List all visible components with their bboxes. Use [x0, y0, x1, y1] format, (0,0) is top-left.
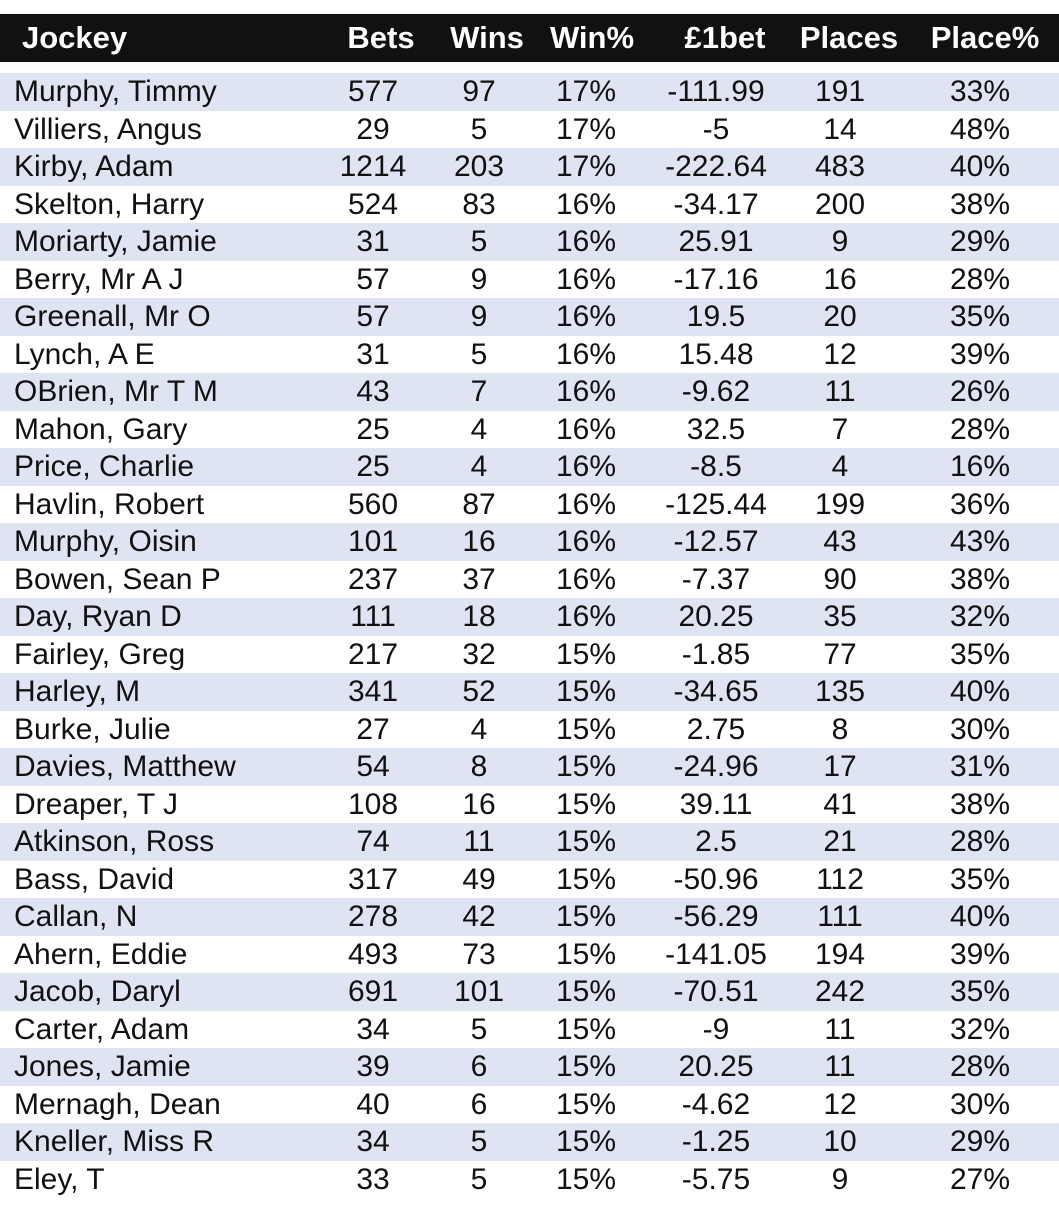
table-row: [0, 598, 1059, 636]
cell-one-pound-bet: 39.11: [679, 787, 753, 821]
cell-bets: 34: [356, 1012, 390, 1046]
cell-bets: 560: [347, 487, 399, 521]
cell-one-pound-bet: -34.17: [673, 187, 759, 221]
table-row: [0, 373, 1059, 411]
cell-win-percent: 16%: [555, 562, 617, 596]
cell-win-percent: 17%: [555, 112, 617, 146]
header-bets: Bets: [347, 20, 415, 55]
cell-jockey: Fairley, Greg: [14, 637, 186, 671]
header-place-percent: Place%: [930, 20, 1040, 55]
cell-win-percent: 17%: [555, 75, 617, 108]
cell-places: 21: [823, 825, 857, 858]
cell-bets: 33: [356, 1162, 390, 1196]
cell-one-pound-bet: -34.65: [673, 675, 759, 708]
cell-wins: 101: [453, 975, 505, 1008]
cell-one-pound-bet: -12.57: [673, 525, 759, 558]
table-row: [0, 711, 1059, 749]
cell-place-percent: 40%: [949, 900, 1011, 933]
cell-places: 9: [831, 225, 849, 258]
cell-place-percent: 48%: [949, 112, 1011, 146]
cell-jockey: Dreaper, T J: [14, 787, 178, 821]
cell-bets: 29: [356, 112, 390, 146]
cell-one-pound-bet: 20.25: [678, 600, 754, 633]
cell-wins: 6: [470, 1087, 488, 1121]
cell-jockey: Lynch, A E: [14, 337, 155, 371]
cell-one-pound-bet: -141.05: [665, 937, 767, 971]
table-row: [0, 523, 1059, 561]
cell-bets: 54: [356, 750, 390, 783]
cell-one-pound-bet: -111.99: [667, 75, 765, 108]
cell-bets: 577: [347, 75, 399, 108]
table-row: [0, 223, 1059, 261]
cell-jockey: Price, Charlie: [14, 450, 195, 483]
cell-bets: 43: [356, 375, 390, 408]
cell-wins: 5: [470, 112, 488, 146]
cell-jockey: Moriarty, Jamie: [14, 225, 217, 258]
cell-win-percent: 16%: [555, 375, 617, 408]
cell-wins: 4: [470, 412, 488, 446]
cell-one-pound-bet: -50.96: [673, 862, 759, 896]
cell-wins: 8: [470, 750, 488, 783]
table-row: [0, 111, 1059, 149]
cell-bets: 341: [347, 675, 399, 708]
cell-wins: 83: [462, 187, 496, 221]
cell-jockey: Davies, Matthew: [14, 750, 236, 783]
cell-wins: 203: [453, 150, 505, 183]
cell-win-percent: 15%: [555, 1087, 617, 1121]
cell-one-pound-bet: -5: [702, 112, 730, 146]
table-row: [0, 823, 1059, 861]
table-row: [0, 73, 1059, 111]
cell-place-percent: 36%: [949, 487, 1011, 521]
cell-bets: 278: [347, 900, 399, 933]
cell-place-percent: 32%: [949, 1012, 1011, 1046]
table-row: [0, 1161, 1059, 1199]
cell-places: 16: [823, 262, 857, 296]
cell-win-percent: 16%: [555, 600, 617, 633]
cell-wins: 73: [462, 937, 496, 971]
cell-bets: 27: [356, 712, 390, 746]
cell-wins: 32: [462, 637, 496, 671]
cell-wins: 16: [462, 787, 496, 821]
table-row: [0, 1086, 1059, 1124]
cell-win-percent: 16%: [555, 187, 617, 221]
cell-one-pound-bet: -125.44: [665, 487, 767, 521]
cell-wins: 4: [470, 450, 488, 483]
cell-one-pound-bet: 20.25: [678, 1050, 754, 1083]
cell-places: 11: [824, 375, 856, 408]
cell-places: 8: [831, 712, 849, 746]
cell-jockey: Greenall, Mr O: [14, 300, 211, 333]
cell-win-percent: 15%: [555, 1162, 617, 1196]
cell-jockey: Berry, Mr A J: [14, 262, 184, 296]
cell-bets: 25: [356, 412, 390, 446]
cell-bets: 111: [350, 600, 396, 633]
cell-bets: 39: [356, 1050, 390, 1083]
cell-jockey: Havlin, Robert: [14, 487, 205, 521]
cell-one-pound-bet: -9.62: [681, 375, 751, 408]
header-one-pound-bet: £1bet: [684, 20, 766, 55]
cell-place-percent: 26%: [949, 375, 1011, 408]
cell-place-percent: 40%: [949, 150, 1011, 183]
cell-one-pound-bet: -222.64: [665, 150, 767, 183]
header-jockey: Jockey: [22, 20, 128, 55]
cell-jockey: Ahern, Eddie: [14, 937, 188, 971]
cell-place-percent: 38%: [949, 187, 1011, 221]
cell-jockey: Burke, Julie: [14, 712, 171, 746]
cell-jockey: Skelton, Harry: [14, 187, 205, 221]
cell-place-percent: 32%: [949, 600, 1011, 633]
cell-place-percent: 28%: [949, 1050, 1011, 1083]
cell-one-pound-bet: -7.37: [681, 562, 751, 596]
jockey-stats-table: [0, 14, 1059, 1198]
cell-places: 4: [831, 450, 849, 483]
cell-places: 483: [814, 150, 866, 183]
table-row: [0, 261, 1059, 299]
cell-wins: 5: [470, 1012, 488, 1046]
cell-places: 43: [823, 525, 857, 558]
cell-win-percent: 16%: [555, 412, 617, 446]
cell-place-percent: 39%: [949, 937, 1011, 971]
cell-place-percent: 40%: [949, 675, 1011, 708]
cell-jockey: Murphy, Timmy: [14, 75, 217, 108]
cell-wins: 52: [462, 675, 496, 708]
cell-bets: 108: [347, 787, 399, 821]
cell-wins: 9: [470, 262, 488, 296]
table-row: [0, 336, 1059, 374]
cell-places: 199: [814, 487, 866, 521]
cell-places: 191: [814, 75, 866, 108]
cell-jockey: OBrien, Mr T M: [14, 375, 218, 408]
cell-one-pound-bet: -5.75: [681, 1162, 751, 1196]
cell-places: 111: [817, 900, 863, 933]
cell-jockey: Harley, M: [14, 675, 141, 708]
cell-place-percent: 30%: [949, 1087, 1011, 1121]
header-gap: [0, 62, 1059, 73]
header-wins: Wins: [450, 20, 524, 55]
table-row: [0, 636, 1059, 674]
cell-win-percent: 16%: [555, 300, 617, 333]
table-row: [0, 786, 1059, 824]
cell-place-percent: 16%: [949, 450, 1011, 483]
cell-win-percent: 16%: [555, 262, 617, 296]
table-row: [0, 561, 1059, 599]
cell-win-percent: 16%: [555, 450, 617, 483]
cell-places: 90: [823, 562, 857, 596]
cell-jockey: Bass, David: [14, 862, 175, 896]
cell-one-pound-bet: -56.29: [673, 900, 759, 933]
table-header: [0, 14, 1059, 62]
cell-jockey: Mernagh, Dean: [14, 1087, 221, 1121]
cell-bets: 317: [347, 862, 399, 896]
cell-one-pound-bet: -70.51: [673, 975, 759, 1008]
cell-bets: 57: [356, 262, 390, 296]
cell-win-percent: 15%: [555, 1125, 617, 1158]
cell-bets: 74: [356, 825, 390, 858]
cell-place-percent: 33%: [949, 75, 1011, 108]
table-row: [0, 673, 1059, 711]
cell-bets: 691: [347, 975, 399, 1008]
cell-wins: 42: [462, 900, 496, 933]
table-row: [0, 486, 1059, 524]
cell-places: 11: [824, 1012, 856, 1046]
cell-one-pound-bet: -9: [702, 1012, 730, 1046]
table-row: [0, 148, 1059, 186]
cell-wins: 9: [470, 300, 488, 333]
cell-places: 14: [823, 112, 857, 146]
cell-one-pound-bet: -17.16: [673, 262, 759, 296]
cell-place-percent: 43%: [949, 525, 1011, 558]
table-row: [0, 411, 1059, 449]
cell-jockey: Atkinson, Ross: [14, 825, 215, 858]
cell-bets: 40: [356, 1087, 390, 1121]
cell-win-percent: 16%: [555, 337, 617, 371]
cell-one-pound-bet: -1.25: [681, 1125, 751, 1158]
cell-bets: 217: [347, 637, 399, 671]
cell-win-percent: 15%: [555, 675, 617, 708]
cell-places: 41: [823, 787, 857, 821]
cell-place-percent: 35%: [949, 637, 1011, 671]
cell-place-percent: 28%: [949, 262, 1011, 296]
cell-places: 77: [823, 637, 857, 671]
cell-win-percent: 15%: [555, 712, 617, 746]
cell-places: 112: [816, 862, 864, 896]
cell-place-percent: 38%: [949, 787, 1011, 821]
table-row: [0, 973, 1059, 1011]
cell-wins: 97: [462, 75, 496, 108]
table-row: [0, 1123, 1059, 1161]
cell-win-percent: 15%: [555, 825, 617, 858]
cell-wins: 87: [462, 487, 496, 521]
cell-one-pound-bet: 32.5: [686, 412, 746, 446]
cell-win-percent: 15%: [555, 1012, 617, 1046]
table-row: [0, 936, 1059, 974]
header-win-percent: Win%: [549, 20, 635, 55]
cell-jockey: Eley, T: [14, 1162, 105, 1196]
table-row: [0, 748, 1059, 786]
cell-place-percent: 35%: [949, 300, 1011, 333]
cell-one-pound-bet: 2.5: [695, 825, 737, 858]
cell-bets: 31: [356, 337, 390, 371]
cell-place-percent: 39%: [949, 337, 1011, 371]
cell-jockey: Day, Ryan D: [14, 600, 182, 633]
cell-wins: 5: [470, 1125, 488, 1158]
cell-bets: 34: [356, 1125, 390, 1158]
cell-bets: 101: [347, 525, 399, 558]
cell-places: 135: [814, 675, 866, 708]
cell-wins: 6: [470, 1050, 488, 1083]
cell-jockey: Callan, N: [14, 900, 138, 933]
cell-wins: 7: [470, 375, 488, 408]
cell-place-percent: 29%: [949, 225, 1011, 258]
cell-win-percent: 15%: [555, 637, 617, 671]
cell-one-pound-bet: 19.5: [686, 300, 746, 333]
cell-jockey: Murphy, Oisin: [14, 525, 197, 558]
cell-places: 200: [814, 187, 866, 221]
cell-place-percent: 28%: [949, 412, 1011, 446]
cell-bets: 31: [356, 225, 390, 258]
cell-places: 11: [824, 1050, 856, 1083]
table-row: [0, 448, 1059, 486]
cell-place-percent: 27%: [949, 1162, 1011, 1196]
cell-win-percent: 15%: [555, 937, 617, 971]
cell-places: 10: [823, 1125, 857, 1158]
table-body: [0, 73, 1059, 1198]
cell-wins: 5: [470, 1162, 488, 1196]
cell-jockey: Kneller, Miss R: [14, 1125, 215, 1158]
cell-place-percent: 31%: [949, 750, 1011, 783]
cell-jockey: Carter, Adam: [14, 1012, 190, 1046]
cell-jockey: Kirby, Adam: [14, 150, 174, 183]
cell-wins: 5: [470, 225, 488, 258]
cell-jockey: Villiers, Angus: [14, 112, 202, 146]
cell-wins: 18: [462, 600, 496, 633]
cell-one-pound-bet: -8.5: [690, 450, 742, 483]
cell-places: 194: [814, 937, 866, 971]
cell-places: 17: [823, 750, 857, 783]
cell-win-percent: 15%: [555, 787, 617, 821]
cell-place-percent: 30%: [949, 712, 1011, 746]
cell-win-percent: 17%: [555, 150, 617, 183]
cell-win-percent: 15%: [555, 1050, 617, 1083]
cell-one-pound-bet: -24.96: [673, 750, 759, 783]
cell-place-percent: 38%: [949, 562, 1011, 596]
cell-places: 12: [823, 1087, 857, 1121]
cell-places: 35: [823, 600, 857, 633]
cell-jockey: Jacob, Daryl: [14, 975, 181, 1008]
cell-wins: 11: [463, 825, 495, 858]
cell-wins: 37: [462, 562, 496, 596]
cell-bets: 237: [347, 562, 399, 596]
cell-place-percent: 35%: [949, 975, 1011, 1008]
table-row: [0, 298, 1059, 336]
cell-win-percent: 15%: [555, 750, 617, 783]
cell-bets: 1214: [339, 150, 407, 183]
cell-place-percent: 29%: [949, 1125, 1011, 1158]
cell-places: 7: [831, 412, 849, 446]
table-row: [0, 1011, 1059, 1049]
cell-win-percent: 15%: [555, 862, 617, 896]
cell-bets: 524: [347, 187, 399, 221]
cell-place-percent: 28%: [949, 825, 1011, 858]
cell-one-pound-bet: 25.91: [678, 225, 754, 258]
table-row: [0, 186, 1059, 224]
cell-one-pound-bet: 2.75: [686, 712, 746, 746]
cell-one-pound-bet: -1.85: [681, 637, 751, 671]
cell-bets: 57: [356, 300, 390, 333]
cell-win-percent: 16%: [555, 225, 617, 258]
cell-win-percent: 15%: [555, 900, 617, 933]
cell-wins: 5: [470, 337, 488, 371]
cell-bets: 25: [356, 450, 390, 483]
cell-one-pound-bet: -4.62: [681, 1087, 751, 1121]
cell-win-percent: 15%: [555, 975, 617, 1008]
cell-one-pound-bet: 15.48: [678, 337, 754, 371]
cell-jockey: Bowen, Sean P: [14, 562, 221, 596]
cell-places: 242: [814, 975, 866, 1008]
table-row: [0, 861, 1059, 899]
table-row: [0, 1048, 1059, 1086]
table-row: [0, 898, 1059, 936]
cell-places: 20: [823, 300, 857, 333]
cell-places: 12: [823, 337, 857, 371]
cell-win-percent: 16%: [555, 487, 617, 521]
cell-jockey: Jones, Jamie: [14, 1050, 191, 1083]
cell-wins: 16: [462, 525, 496, 558]
cell-win-percent: 16%: [555, 525, 617, 558]
cell-wins: 49: [462, 862, 496, 896]
cell-bets: 493: [347, 937, 399, 971]
header-places: Places: [799, 20, 899, 55]
cell-wins: 4: [470, 712, 488, 746]
cell-places: 9: [831, 1162, 849, 1196]
cell-jockey: Mahon, Gary: [14, 412, 188, 446]
cell-place-percent: 35%: [949, 862, 1011, 896]
